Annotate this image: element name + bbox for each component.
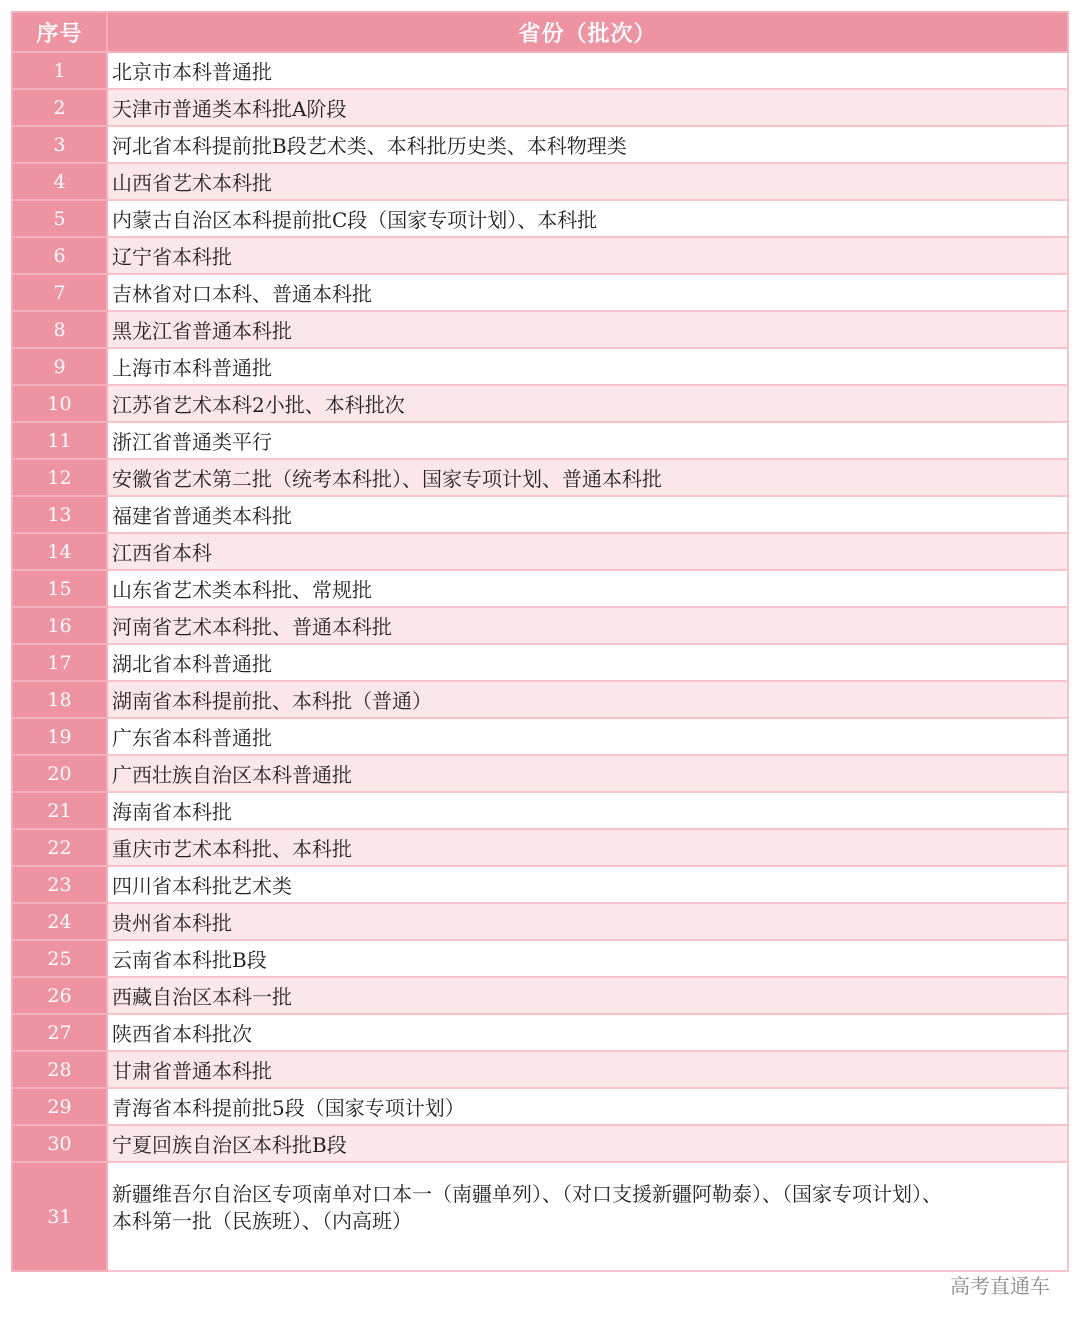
row-text-line: 北京市本科普通批 bbox=[112, 60, 272, 84]
table-row bbox=[12, 385, 1068, 422]
row-index: 6 bbox=[12, 237, 107, 274]
row-text-line-2: 本科第一批（民族班）、（内高班） bbox=[112, 1209, 412, 1233]
table-row bbox=[12, 866, 1068, 903]
row-index: 4 bbox=[12, 163, 107, 200]
row-index: 19 bbox=[12, 718, 107, 755]
row-text-line: 宁夏回族自治区本科批B段 bbox=[112, 1133, 347, 1157]
row-province-text bbox=[107, 200, 1068, 237]
row-index: 8 bbox=[12, 311, 107, 348]
row-index: 13 bbox=[12, 496, 107, 533]
row-index: 30 bbox=[12, 1125, 107, 1162]
table-row bbox=[12, 533, 1068, 570]
row-province-text bbox=[107, 1125, 1068, 1162]
row-text-line: 浙江省普通类平行 bbox=[112, 430, 272, 454]
row-text-line: 湖北省本科普通批 bbox=[112, 652, 272, 676]
table-row bbox=[12, 977, 1068, 1014]
row-province-text bbox=[107, 1088, 1068, 1125]
row-index: 3 bbox=[12, 126, 107, 163]
row-index: 9 bbox=[12, 348, 107, 385]
row-index: 14 bbox=[12, 533, 107, 570]
row-text-line: 重庆市艺术本科批、本科批 bbox=[112, 837, 352, 861]
table-header-row bbox=[12, 12, 1068, 52]
row-province-text bbox=[107, 311, 1068, 348]
row-province-text bbox=[107, 533, 1068, 570]
row-text-line: 广东省本科普通批 bbox=[112, 726, 272, 750]
row-text-line: 海南省本科批 bbox=[112, 800, 232, 824]
row-index: 1 bbox=[12, 52, 107, 89]
row-index: 7 bbox=[12, 274, 107, 311]
row-index: 26 bbox=[12, 977, 107, 1014]
row-index: 17 bbox=[12, 644, 107, 681]
table-row bbox=[12, 459, 1068, 496]
table-row bbox=[12, 1125, 1068, 1162]
row-province-text bbox=[107, 977, 1068, 1014]
table-row bbox=[12, 940, 1068, 977]
row-province-text bbox=[107, 274, 1068, 311]
row-province-text bbox=[107, 496, 1068, 533]
table-row bbox=[12, 1014, 1068, 1051]
row-province-text bbox=[107, 1162, 1068, 1271]
row-text-line: 云南省本科批B段 bbox=[112, 948, 267, 972]
row-text-line: 河南省艺术本科批、普通本科批 bbox=[112, 615, 392, 639]
table-row bbox=[12, 52, 1068, 89]
row-index: 29 bbox=[12, 1088, 107, 1125]
table-row bbox=[12, 163, 1068, 200]
row-text-line: 贵州省本科批 bbox=[112, 911, 232, 935]
table-row bbox=[12, 126, 1068, 163]
row-text-line: 江苏省艺术本科2小批、本科批次 bbox=[112, 393, 405, 417]
row-text-line: 辽宁省本科批 bbox=[112, 245, 232, 269]
row-index: 11 bbox=[12, 422, 107, 459]
row-index: 25 bbox=[12, 940, 107, 977]
row-text-line: 黑龙江省普通本科批 bbox=[112, 319, 292, 343]
row-text-line: 安徽省艺术第二批（统考本科批）、国家专项计划、普通本科批 bbox=[112, 467, 662, 491]
row-text-line: 四川省本科批艺术类 bbox=[112, 874, 292, 898]
row-index: 22 bbox=[12, 829, 107, 866]
row-province-text bbox=[107, 792, 1068, 829]
index-column-header: 序号 bbox=[12, 12, 107, 52]
row-province-text bbox=[107, 237, 1068, 274]
row-province-text bbox=[107, 940, 1068, 977]
row-index: 31 bbox=[12, 1162, 107, 1271]
row-index: 16 bbox=[12, 607, 107, 644]
row-province-text bbox=[107, 1014, 1068, 1051]
row-text-line: 新疆维吾尔自治区专项南单对口本一（南疆单列）、（对口支援新疆阿勒泰）、（国家专项计划）、 bbox=[112, 1182, 942, 1206]
row-province-text bbox=[107, 163, 1068, 200]
row-text-line: 湖南省本科提前批、本科批（普通） bbox=[112, 689, 432, 713]
row-province-text bbox=[107, 570, 1068, 607]
table-row bbox=[12, 89, 1068, 126]
row-province-text bbox=[107, 681, 1068, 718]
row-province-text bbox=[107, 866, 1068, 903]
row-province-text bbox=[107, 607, 1068, 644]
row-index: 18 bbox=[12, 681, 107, 718]
row-text-line: 广西壮族自治区本科普通批 bbox=[112, 763, 352, 787]
row-index: 5 bbox=[12, 200, 107, 237]
table-row bbox=[12, 570, 1068, 607]
row-text-line: 江西省本科 bbox=[112, 541, 212, 565]
table-row bbox=[12, 348, 1068, 385]
row-province-text bbox=[107, 126, 1068, 163]
row-province-text bbox=[107, 52, 1068, 89]
row-index: 27 bbox=[12, 1014, 107, 1051]
row-province-text bbox=[107, 718, 1068, 755]
row-province-text bbox=[107, 1051, 1068, 1088]
row-index: 15 bbox=[12, 570, 107, 607]
row-index: 2 bbox=[12, 89, 107, 126]
row-text-line: 青海省本科提前批5段（国家专项计划） bbox=[112, 1096, 465, 1120]
row-province-text bbox=[107, 755, 1068, 792]
table-row bbox=[12, 1051, 1068, 1088]
row-text-line: 甘肃省普通本科批 bbox=[112, 1059, 272, 1083]
row-province-text bbox=[107, 348, 1068, 385]
row-text-line: 西藏自治区本科一批 bbox=[112, 985, 292, 1009]
table-body bbox=[12, 52, 1068, 1271]
table-row bbox=[12, 496, 1068, 533]
row-province-text bbox=[107, 422, 1068, 459]
row-province-text bbox=[107, 903, 1068, 940]
table-row bbox=[12, 792, 1068, 829]
table-row bbox=[12, 755, 1068, 792]
row-text-line: 山西省艺术本科批 bbox=[112, 171, 272, 195]
row-province-text bbox=[107, 644, 1068, 681]
row-province-text bbox=[107, 829, 1068, 866]
row-text-line: 河北省本科提前批B段艺术类、本科批历史类、本科物理类 bbox=[112, 134, 627, 158]
row-index: 24 bbox=[12, 903, 107, 940]
watermark-text: 高考直通车 bbox=[950, 1274, 1050, 1298]
table-row bbox=[12, 1162, 1068, 1271]
row-text-line: 山东省艺术类本科批、常规批 bbox=[112, 578, 372, 602]
row-index: 12 bbox=[12, 459, 107, 496]
row-province-text bbox=[107, 459, 1068, 496]
row-text-line: 吉林省对口本科、普通本科批 bbox=[112, 282, 372, 306]
table-row bbox=[12, 644, 1068, 681]
table-row bbox=[12, 829, 1068, 866]
row-index: 28 bbox=[12, 1051, 107, 1088]
table-row bbox=[12, 311, 1068, 348]
row-province-text bbox=[107, 385, 1068, 422]
table-row bbox=[12, 200, 1068, 237]
table-row bbox=[12, 681, 1068, 718]
table-row bbox=[12, 607, 1068, 644]
row-index: 10 bbox=[12, 385, 107, 422]
row-index: 20 bbox=[12, 755, 107, 792]
table-row bbox=[12, 903, 1068, 940]
row-province-text bbox=[107, 89, 1068, 126]
row-text-line: 上海市本科普通批 bbox=[112, 356, 272, 380]
table-row bbox=[12, 1088, 1068, 1125]
admission-batch-table bbox=[11, 11, 1069, 1272]
row-index: 21 bbox=[12, 792, 107, 829]
row-text-line: 内蒙古自治区本科提前批C段（国家专项计划）、本科批 bbox=[112, 208, 598, 232]
table-row bbox=[12, 237, 1068, 274]
row-text-line: 天津市普通类本科批A阶段 bbox=[112, 97, 347, 121]
province-column-header: 省份（批次） bbox=[107, 12, 1068, 52]
row-text-line: 福建省普通类本科批 bbox=[112, 504, 292, 528]
table-row bbox=[12, 718, 1068, 755]
row-text-line: 陕西省本科批次 bbox=[112, 1022, 252, 1046]
table-row bbox=[12, 274, 1068, 311]
table-row bbox=[12, 422, 1068, 459]
row-index: 23 bbox=[12, 866, 107, 903]
